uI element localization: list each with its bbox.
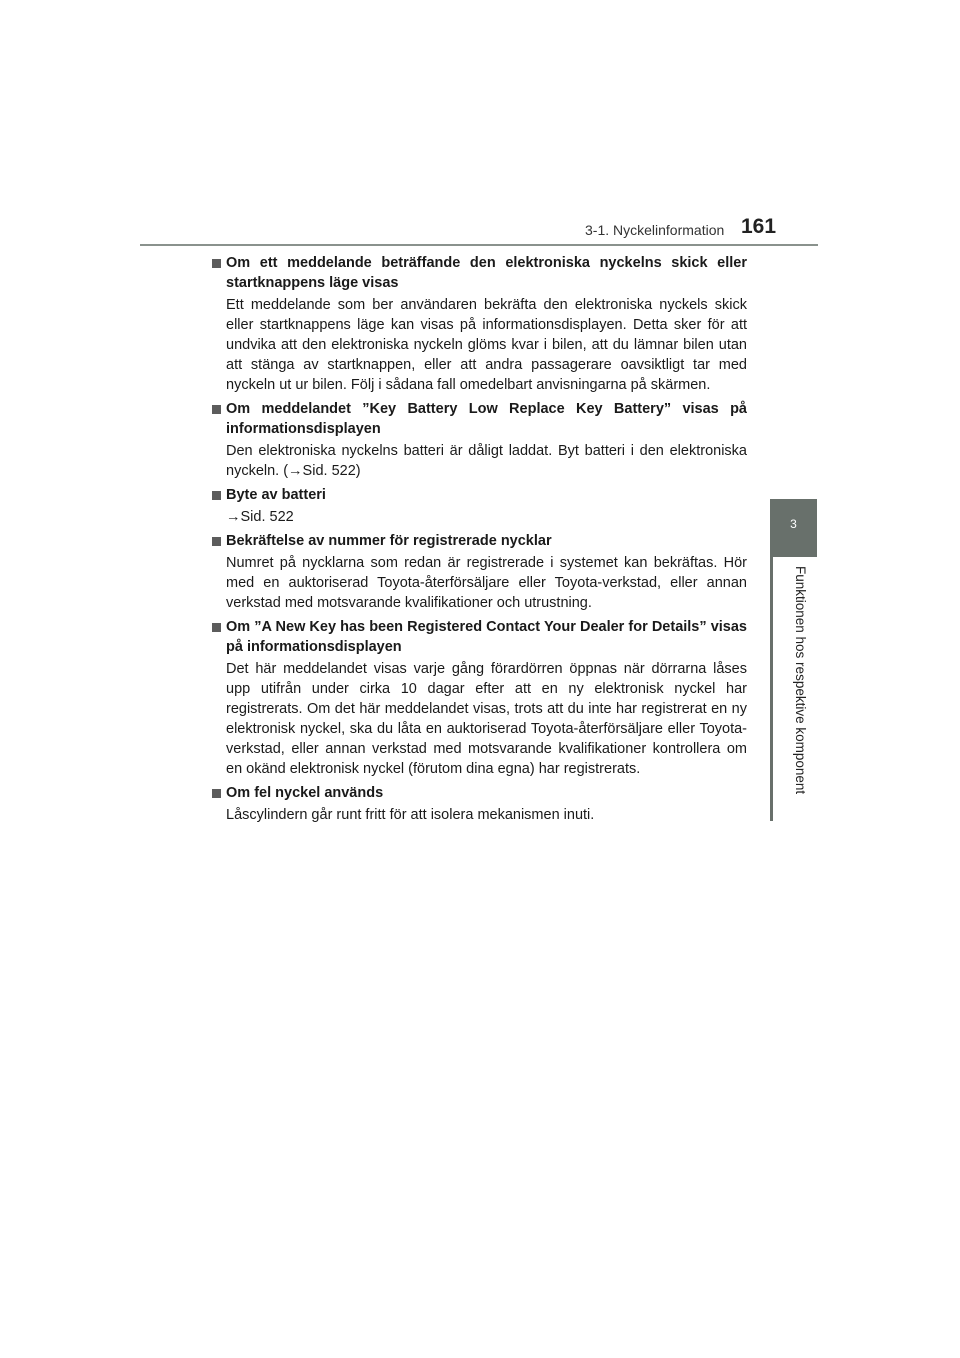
section-title: 3-1. Nyckelinformation <box>585 222 725 238</box>
square-bullet-icon <box>212 623 221 632</box>
page-content <box>212 253 747 829</box>
section-heading: Om ”A New Key has been Registered Contact Your Dealer for Details” visas på informationsdisplayen <box>212 617 747 657</box>
section-key-battery-low <box>212 399 747 481</box>
section-body: Det här meddelandet visas varje gång förardörren öppnas när dörrarna låses upp utifrån under cirka 10 dagar efter att en ny elektronisk nyckel har registrerats. Om det här meddelandet visas, trots att du inte har registrerat en ny elektronisk nyckel, ska du låta en auktoriserad Toyota-återförsäljare eller Toyota-verkstad, eller annan verkstad med motsvarande kvalifikationer kontrollera om en okänd elektronisk nyckel (förutom dina egna) har registrerats. <box>226 661 747 777</box>
section-body: Den elektroniska nyckelns batteri är dåligt laddat. Byt batteri i den elektroniska nyckeln. (→Sid. 522) <box>226 443 747 479</box>
chapter-number: 3 <box>790 517 797 531</box>
square-bullet-icon <box>212 405 221 414</box>
section-heading: Om ett meddelande beträffande den elektroniska nyckelns skick eller startknappens läge visas <box>212 253 747 293</box>
square-bullet-icon <box>212 537 221 546</box>
section-heading: Byte av batteri <box>212 485 747 505</box>
section-key-message <box>212 253 747 395</box>
square-bullet-icon <box>212 491 221 500</box>
chapter-tab <box>770 499 817 557</box>
square-bullet-icon <box>212 789 221 798</box>
section-body: Låscylindern går runt fritt för att isolera mekanismen inuti. <box>226 807 595 823</box>
section-body: →Sid. 522 <box>226 509 294 525</box>
square-bullet-icon <box>212 259 221 268</box>
header-divider <box>140 244 818 246</box>
section-heading: Om meddelandet ”Key Battery Low Replace Key Battery” visas på informationsdisplayen <box>212 399 747 439</box>
section-body: Numret på nycklarna som redan är registrerade i systemet kan bekräftas. Hör med en auktoriserad Toyota-återförsäljare eller Toyota-verkstad, eller annan verkstad med motsvarande kvalifikationer och utrustning. <box>226 555 747 611</box>
section-heading: Bekräftelse av nummer för registrerade nycklar <box>212 531 747 551</box>
section-registered-keys <box>212 531 747 613</box>
page-number: 161 <box>741 215 777 238</box>
section-heading: Om fel nyckel används <box>212 783 747 803</box>
chapter-label: Funktionen hos respektive komponent <box>793 566 808 795</box>
section-wrong-key <box>212 783 747 825</box>
section-new-key-registered <box>212 617 747 779</box>
chapter-rule <box>770 557 773 821</box>
section-battery-replacement <box>212 485 747 527</box>
section-body: Ett meddelande som ber användaren bekräfta den elektroniska nyckels skick eller startknappens läge kan visas på informationsdisplayen. Detta sker för att undvika att den elektroniska nyckeln glöms kvar i bilen, att du lämnar bilen utan att stänga av startknappen, eller att andra passagerare oavsiktligt tar med nyckeln ut ur bilen. Följ i sådana fall omedelbart anvisningarna på skärmen. <box>226 297 747 393</box>
